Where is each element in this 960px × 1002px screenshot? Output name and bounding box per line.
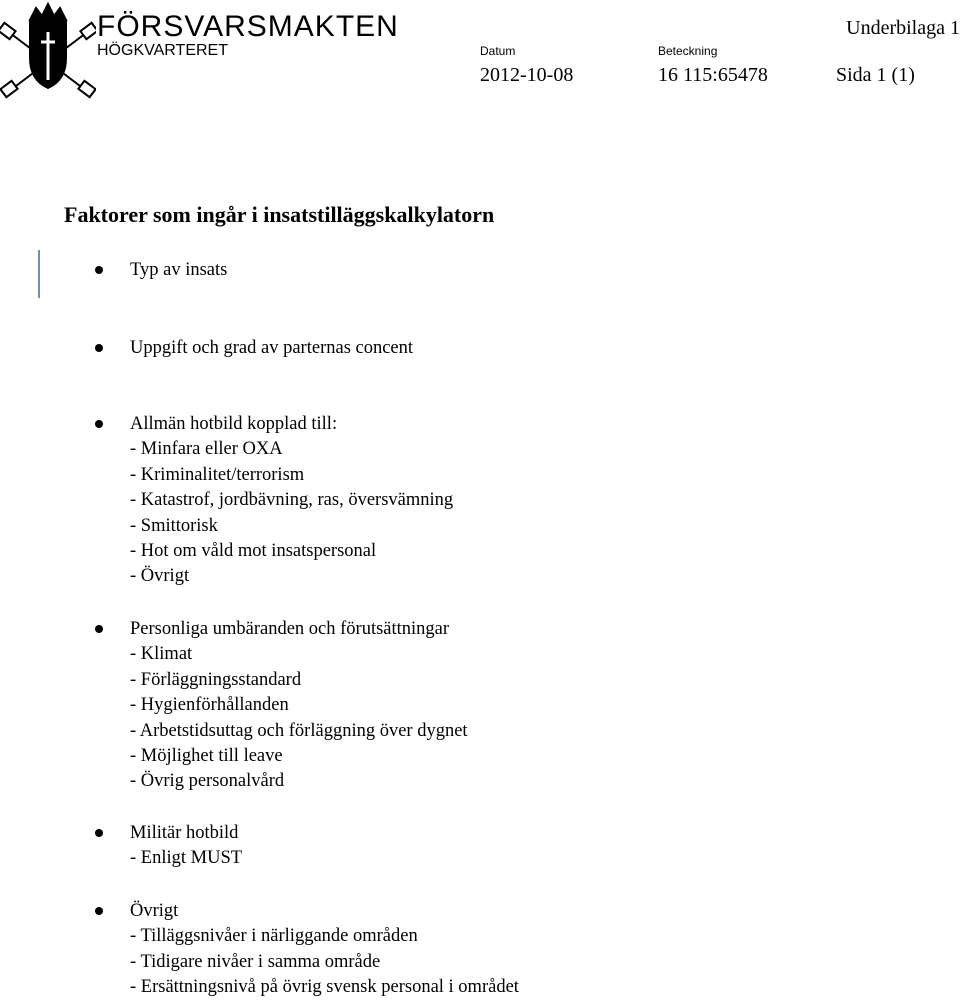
bullet-icon: [95, 420, 103, 428]
list-subitem: - Tidigare nivåer i samma område: [130, 951, 381, 972]
list-item-heading: Övrigt: [130, 901, 179, 921]
bullet-icon: [95, 266, 103, 274]
coat-of-arms-logo: [0, 0, 96, 100]
bullet-icon: [95, 344, 103, 352]
list-item-heading: Militär hotbild: [130, 823, 239, 843]
date-value: 2012-10-08: [480, 64, 574, 86]
list-subitem: - Enligt MUST: [130, 848, 243, 869]
list-subitem: - Förläggningsstandard: [130, 669, 302, 690]
list-subitem: - Smittorisk: [130, 515, 218, 536]
list-item-heading: Uppgift och grad av parternas concent: [130, 338, 414, 358]
document-title: Faktorer som ingår i insatstilläggskalkylatorn: [64, 202, 495, 227]
list-subitem: - Övrig personalvård: [130, 771, 285, 792]
list-item-heading: Typ av insats: [130, 260, 228, 280]
list-subitem: - Kriminalitet/terrorism: [130, 464, 305, 485]
list-subitem: - Minfara eller OXA: [130, 439, 283, 460]
unit-name: HÖGKVARTERET: [97, 42, 228, 59]
list-item-heading: Allmän hotbild kopplad till:: [130, 414, 338, 434]
reference-value: 16 115:65478: [658, 64, 768, 86]
list-subitem: - Arbetstidsuttag och förläggning över dygnet: [130, 720, 468, 741]
list-subitem: - Hot om våld mot insatspersonal: [130, 541, 377, 561]
list-subitem: - Tilläggsnivåer i närliggande områden: [130, 926, 418, 947]
revision-change-bar: [38, 250, 40, 298]
list-subitem: - Ersättningsnivå på övrig svensk personal i området: [130, 977, 519, 998]
attachment-label: Underbilaga 1: [846, 17, 960, 39]
list-subitem: - Möjlighet till leave: [130, 746, 283, 766]
list-item-heading: Personliga umbäranden och förutsättningar: [130, 619, 450, 639]
reference-label: Beteckning: [658, 44, 718, 58]
bullet-icon: [95, 625, 103, 633]
list-subitem: - Hygienförhållanden: [130, 695, 289, 716]
list-subitem: - Katastrof, jordbävning, ras, översvämning: [130, 490, 454, 511]
bullet-icon: [95, 829, 103, 837]
list-subitem: - Övrigt: [130, 566, 190, 587]
organization-name: FÖRSVARSMAKTEN: [97, 10, 399, 43]
date-label: Datum: [480, 44, 516, 58]
bullet-icon: [95, 907, 103, 915]
page-number: Sida 1 (1): [836, 64, 915, 86]
list-subitem: - Klimat: [130, 644, 193, 665]
